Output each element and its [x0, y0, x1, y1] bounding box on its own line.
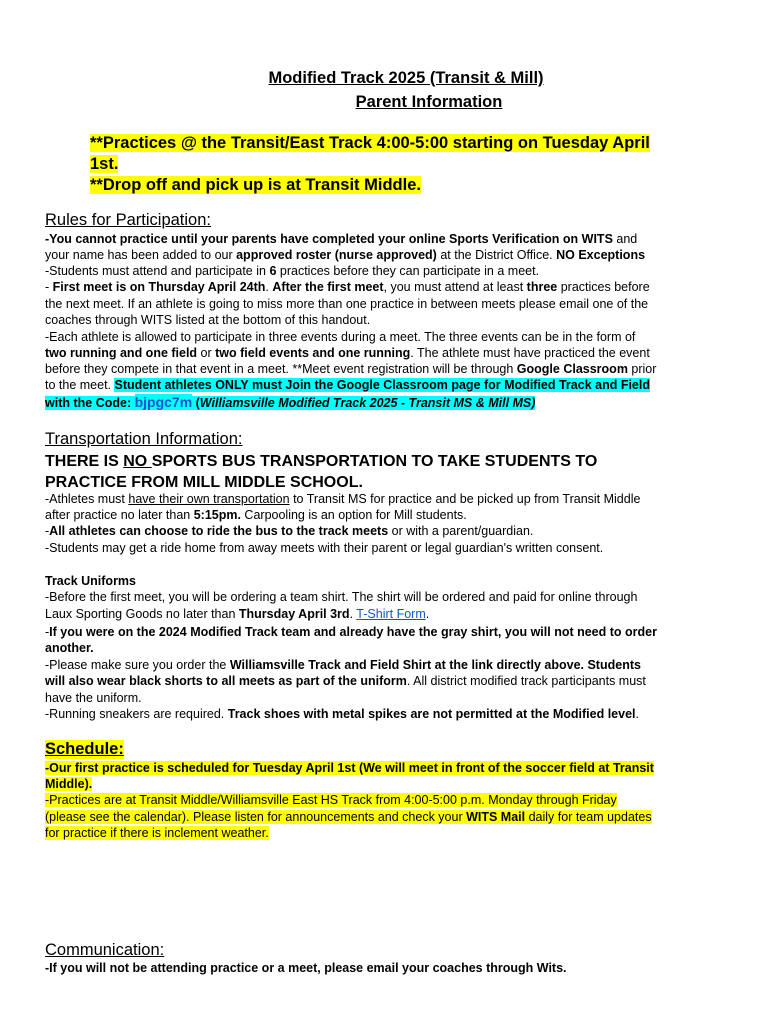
uniforms-line-4: another.	[45, 641, 94, 655]
rules-line-2: your name has been added to our approved roster (nurse approved) at the District Office. NO Exceptions	[45, 248, 646, 262]
transport-notice-line-2: PRACTICE FROM MILL MIDDLE SCHOOL.	[45, 474, 363, 491]
schedule-line-4: (please see the calendar). Please listen for announcements and check your WITS Mail daily for team updates	[45, 810, 652, 824]
uniforms-heading: Track Uniforms	[45, 574, 137, 588]
tshirt-form-link[interactable]: T-Shirt Form	[356, 607, 426, 621]
rules-line-3: -Students must attend and participate in 6 practices before they can participate in a meet.	[45, 264, 540, 278]
communication-line-1: -If you will not be attending practice or a meet, please email your coaches through Wits.	[45, 961, 567, 975]
rules-line-11: with the Code: bjpgc7m (Williamsville Modified Track 2025 - Transit MS & Mill MS)	[45, 394, 536, 410]
rules-line-5: the next meet. If an athlete is going to miss more than one practice in between meets please email one of the	[45, 297, 649, 311]
uniforms-line-6: will also wear black shorts to all meets as part of the uniform. All district modified track participants must	[45, 674, 646, 688]
uniforms-line-1: -Before the first meet, you will be ordering a team shirt. The shirt will be ordered and paid for online through	[45, 590, 638, 604]
rules-line-4: - First meet is on Thursday April 24th. After the first meet, you must attend at least three practices before	[45, 280, 650, 294]
rules-line-7: -Each athlete is allowed to participate in three events during a meet. The three events can be in the form of	[45, 330, 636, 344]
uniforms-line-2: Laux Sporting Goods no later than Thursday April 3rd. T-Shirt Form.	[45, 607, 430, 621]
rules-line-6: coaches through WITS listed at the bottom of this handout.	[45, 313, 371, 327]
uniforms-line-5: -Please make sure you order the Williamsville Track and Field Shirt at the link directly above. Students	[45, 658, 641, 672]
document-title: Modified Track 2025 (Transit & Mill)	[268, 69, 544, 87]
uniforms-line-8: -Running sneakers are required. Track shoes with metal spikes are not permitted at the Modified level.	[45, 707, 639, 721]
classroom-code: bjpgc7m	[134, 394, 193, 410]
transport-line-4: -Students may get a ride home from away meets with their parent or legal guardian's written consent.	[45, 541, 604, 555]
schedule-line-2: Middle).	[45, 777, 93, 791]
rules-line-1: -You cannot practice until your parents have completed your online Sports Verification on WITS and	[45, 232, 638, 246]
transport-line-1: -Athletes must have their own transportation to Transit MS for practice and be picked up from Transit Middle	[45, 492, 641, 506]
rules-heading: Rules for Participation:	[45, 211, 211, 229]
uniforms-line-3: -If you were on the 2024 Modified Track team and already have the gray shirt, you will not need to order	[45, 625, 657, 639]
rules-line-8: two running and one field or two field events and one running. The athlete must have practiced the event	[45, 346, 650, 360]
transport-notice-line-1: THERE IS NO SPORTS BUS TRANSPORTATION TO TAKE STUDENTS TO	[45, 453, 598, 470]
document-subtitle: Parent Information	[355, 93, 503, 111]
schedule-line-5: for practice if there is inclement weather.	[45, 826, 269, 840]
schedule-line-3: -Practices are at Transit Middle/Williamsville East HS Track from 4:00-5:00 p.m. Monday through Friday	[45, 793, 617, 807]
rules-line-9: before they compete in that event in a meet. **Meet event registration will be through Google Classroom prior	[45, 362, 657, 376]
uniforms-line-7: have the uniform.	[45, 691, 142, 705]
transport-heading: Transportation Information:	[45, 430, 243, 448]
transport-line-2: after practice no later than 5:15pm. Carpooling is an option for Mill students.	[45, 508, 467, 522]
transport-line-3: -All athletes can choose to ride the bus to the track meets or with a parent/guardian.	[45, 524, 534, 538]
schedule-line-1: -Our first practice is scheduled for Tuesday April 1st (We will meet in front of the soccer field at Transit	[45, 761, 654, 775]
communication-heading: Communication:	[45, 941, 165, 959]
practice-notice: **Practices @ the Transit/East Track 4:00-5:00 starting on Tuesday April 1st. **Drop off and pick up is at Transit Middle.	[90, 134, 650, 194]
rules-line-10: to the meet. Student athletes ONLY must Join the Google Classroom page for Modified Track and Field	[45, 378, 650, 392]
schedule-heading: Schedule:	[45, 740, 124, 758]
